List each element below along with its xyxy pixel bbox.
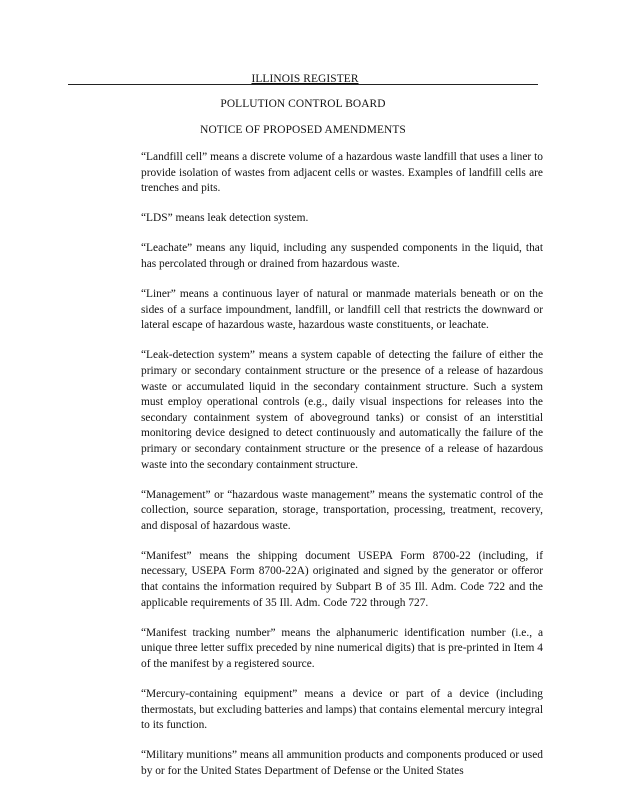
notice-heading: NOTICE OF PROPOSED AMENDMENTS	[200, 124, 406, 136]
definition-manifest: “Manifest” means the shipping document USEPA Form 8700-22 (including, if necessary, USEPA Form 8700-22A) originated and signed by the generator or offeror that contains the information required by Subpart B of 35 Ill. Adm. Code 722 and the applicable requirements of 35 Ill. Adm. Code 722 through 727.	[141, 549, 543, 609]
definition-leak-detection-system: “Leak-detection system” means a system capable of detecting the failure of either the primary or secondary containment structure or the presence of a release of hazardous waste or accumulated liquid in the secondary containment structure. Such a system must employ operational controls (e.g., daily visual inspections for releases into the secondary containment system of aboveground tanks) or consist of an interstitial monitoring device designed to detect continuously and automatically the failure of the primary or secondary containment structure or the presence of a release of hazardous waste into the secondary containment structure.	[141, 349, 543, 471]
board-heading: POLLUTION CONTROL BOARD	[220, 98, 386, 110]
header-divider	[68, 84, 538, 85]
definition-mercury-containing-equipment: “Mercury-containing equipment” means a device or part of a device (including thermostats, but excluding batteries and lamps) that contains elemental mercury integral to its function.	[141, 688, 543, 732]
definition-liner: “Liner” means a continuous layer of natural or manmade materials beneath or on the sides of a surface impoundment, landfill, or landfill cell that restricts the downward or lateral escape of hazardous waste, hazardous waste constituents, or leachate.	[141, 288, 543, 332]
definition-management: “Management” or “hazardous waste management” means the systematic control of the collection, source separation, storage, transportation, processing, treatment, recovery, and disposal of hazardous waste.	[141, 488, 543, 532]
definition-lds: “LDS” means leak detection system.	[141, 212, 309, 225]
definition-leachate: “Leachate” means any liquid, including any suspended components in the liquid, that has percolated through or drained from hazardous waste.	[141, 242, 543, 270]
definition-military-munitions: “Military munitions” means all ammunition products and components produced or used by or for the United States Department of Defense or the United States	[141, 749, 543, 777]
definition-landfill-cell: “Landfill cell” means a discrete volume of a hazardous waste landfill that uses a liner to provide isolation of wastes from adjacent cells or wastes. Examples of landfill cells are trenches and pits.	[141, 151, 543, 195]
document-body	[141, 150, 543, 794]
definition-manifest-tracking-number: “Manifest tracking number” means the alphanumeric identification number (i.e., a unique three letter suffix preceded by nine numerical digits) that is pre-printed in Item 4 of the manifest by a registered source.	[141, 626, 543, 670]
register-heading: ILLINOIS REGISTER	[251, 73, 359, 85]
